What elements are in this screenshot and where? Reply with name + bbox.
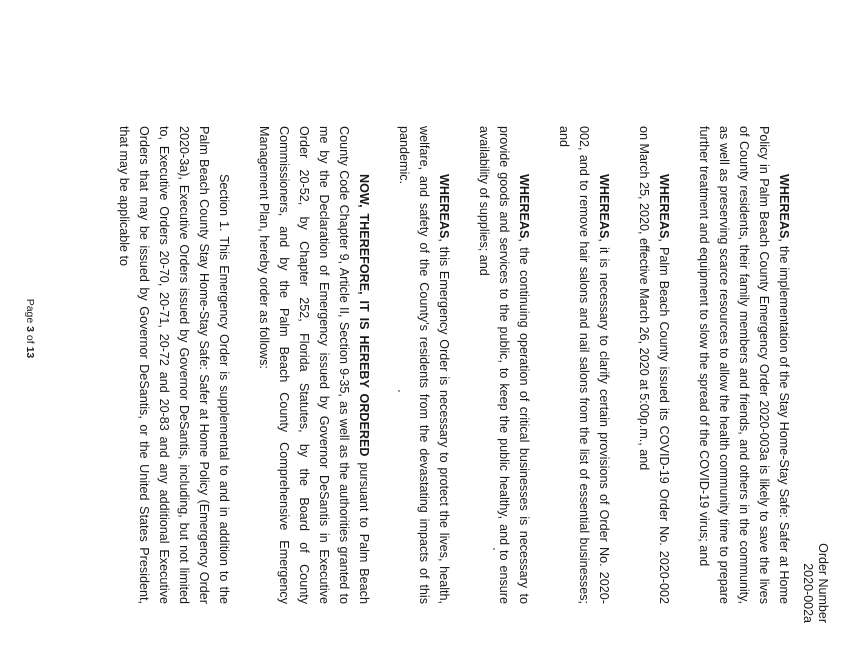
page-prefix: Page [24,298,36,327]
paragraph-lead: WHEREAS [517,174,531,239]
paragraph-text: , this Emergency Order is necessary to protect the lives, health, welfare, and safety of the County's residents from the devastating impacts of this pandemic. [397,126,451,604]
current-page-number: 3 [24,326,36,332]
paragraph-whereas-5 [394,126,454,604]
paragraph-section-1 [114,126,234,604]
page-of: of [24,332,36,347]
document-body [114,126,794,604]
scan-speck [493,548,495,550]
paragraph-whereas-3 [554,126,614,604]
page-footer [24,0,36,657]
paragraph-lead: WHEREAS [777,174,791,239]
paragraph-lead: NOW, THEREFORE, IT IS HEREBY ORDERED [357,174,371,457]
paragraph-text: pursuant to Palm Beach County Code Chapter 9, Article II, Section 9-35, as well as the authorities granted to me by the Declaration of Emergency issued by Governor DeSantis in Executive Order 20-52, by Chapter 252, Florida Statutes, by the Board of County Commissioners, and by the Palm Beach County Comprehensive Emergency Management Plan, hereby order as follows: [257,126,371,604]
paragraph-whereas-4 [474,126,534,604]
total-page-count: 13 [24,346,36,359]
order-number-label: Order Number [816,543,830,623]
scan-speck [398,390,400,392]
paragraph-text: , the continuing operation of critical businesses is necessary to provide goods and services to the public, to keep the public healthy, and to ensure availability of supplies; and [477,126,531,604]
paragraph-whereas-1 [694,126,794,604]
paragraph-lead: WHEREAS [597,174,611,239]
paragraph-whereas-2 [634,126,674,604]
order-number-header [800,543,830,623]
paragraph-text: , it is necessary to clarify certain provisions of Order No. 2020-002, and to remove hair salons and nail salons from the list of essential businesses; and [557,126,611,604]
paragraph-lead: WHEREAS [437,174,451,239]
paragraph-now-therefore [254,126,374,604]
order-number-value: 2020-002a [801,563,815,623]
paragraph-text: , the implementation of the Stay Home-Stay Safe: Safer at Home Policy in Palm Beach County Emergency Order 2020-003a is likely to save the lives of County residents, their family members and friends, and others in the community, as well as preserving scarce resources to allow the health community time to prepare further treatment and equipment to slow the spread of the COVID-19 virus; and [697,126,791,604]
paragraph-text: Section 1. This Emergency Order is supplemental to and in addition to the Palm Beach County Stay Home-Stay Safe: Safer at Home Policy (Emergency Order 2020-3a), Executive Orders issued by Governor DeSantis, including, but not limited to, Executive Orders 20-70, 20-71, 20-72 and 20-83 and any additional Executive Orders that may be issued by Governor DeSantis, or the United States President, that may be applicable to [117,126,231,604]
paragraph-lead: WHEREAS [657,174,671,239]
paragraph-text: , Palm Beach County issued its COVID-19 Order No. 2020-002 on March 25, 2020, effective March 26, 2020 at 5:00p.m., and [637,126,671,604]
